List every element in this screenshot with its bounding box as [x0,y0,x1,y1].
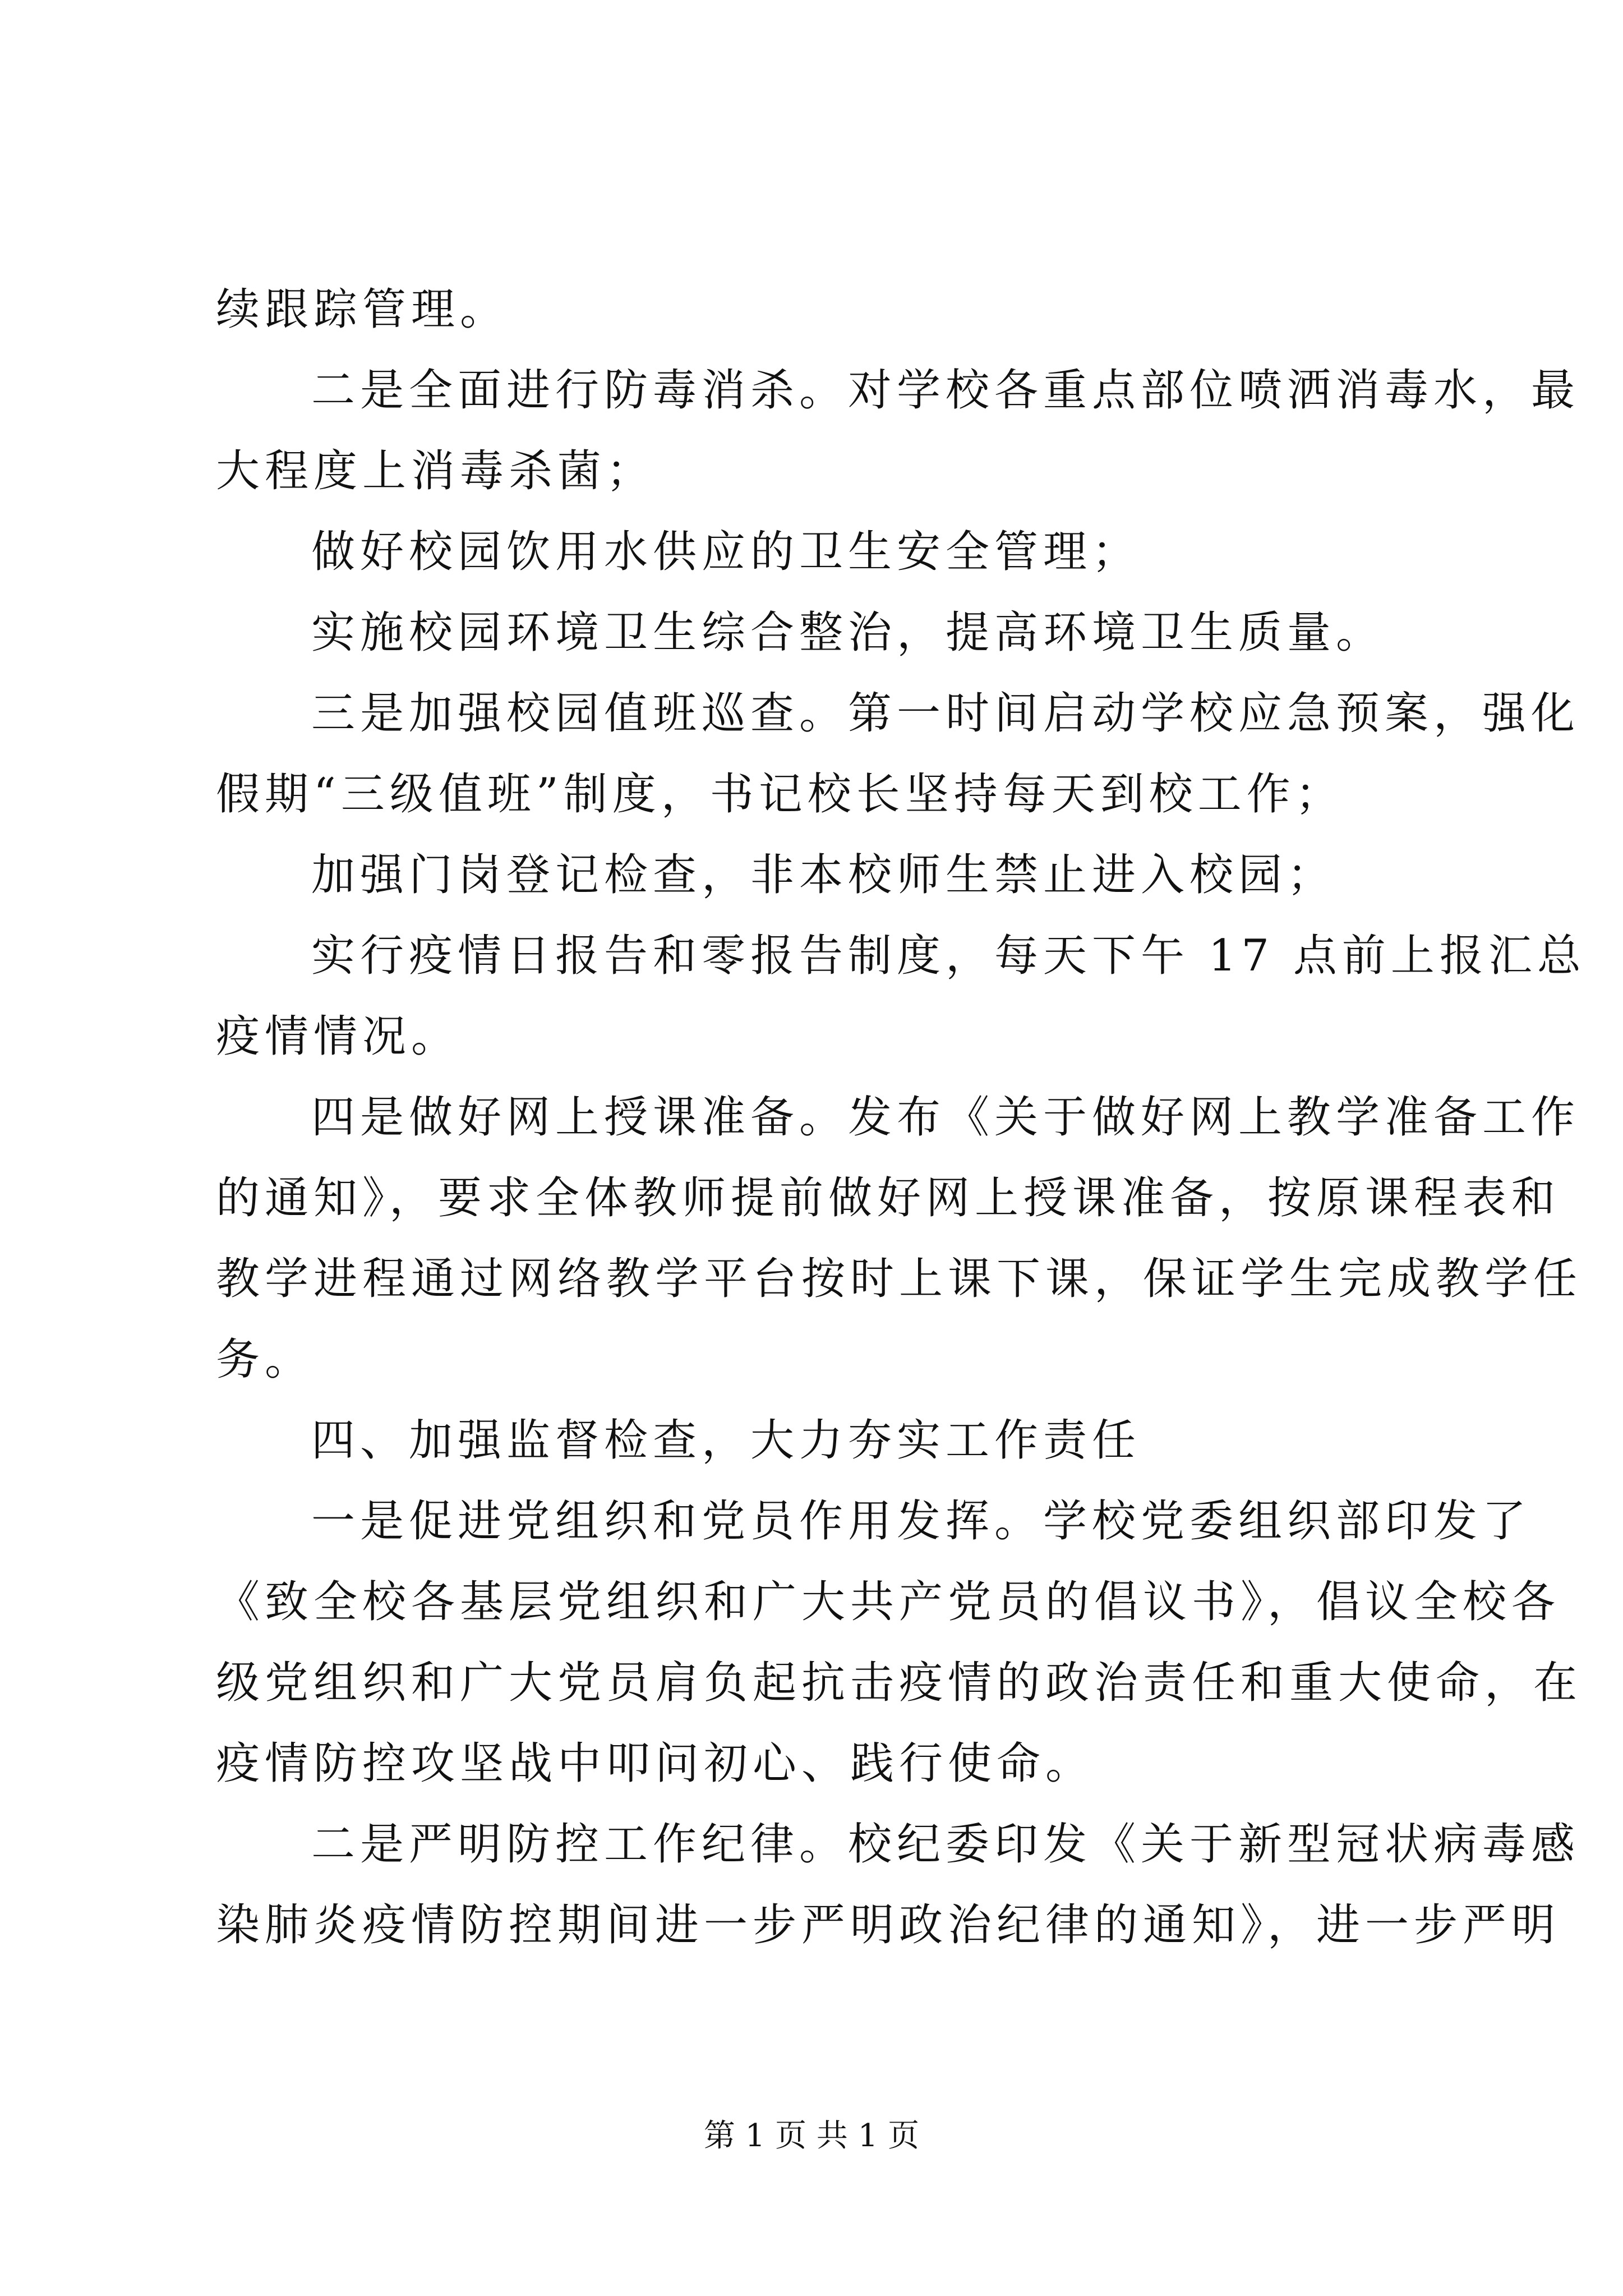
text-line: 续跟踪管理。 [216,284,509,335]
text-line: 染肺炎疫情防控期间进一步严明政治纪律的通知》，进一步严明 [216,1900,1561,1950]
text-line: 二是全面进行防毒消杀。对学校各重点部位喷洒消毒水，最 [311,365,1580,416]
text-line: 实行疫情日报告和零报告制度，每天下午 17 点前上报汇总 [311,931,1586,981]
text-line: 三是加强校园值班巡查。第一时间启动学校应急预案，强化 [311,688,1580,739]
text-line: 教学进程通过网络教学平台按时上课下课，保证学生完成教学任 [216,1254,1583,1304]
text-line: 加强门岗登记检查，非本校师生禁止进入校园； [311,850,1336,900]
text-line: 务。 [216,1335,314,1385]
page-footer: 第 1 页 共 1 页 [703,2118,920,2154]
text-line: 疫情防控攻坚战中叩问初心、践行使命。 [216,1738,1095,1789]
text-line: 的通知》，要求全体教师提前做好网上授课准备，按原课程表和 [216,1173,1561,1223]
section-heading: 四、加强监督检查，大力夯实工作责任 [311,1415,1141,1466]
text-line: 一是促进党组织和党员作用发挥。学校党委组织部印发了 [311,1496,1532,1547]
text-line: 大程度上消毒杀菌； [216,446,656,496]
text-line: 实施校园环境卫生综合整治，提高环境卫生质量。 [311,608,1385,658]
text-line: 疫情情况。 [216,1011,460,1062]
text-line: 假期“三级值班”制度，书记校长坚持每天到校工作； [216,769,1344,820]
document-body [216,269,1586,1966]
text-line: 二是严明防控工作纪律。校纪委印发《关于新型冠状病毒感 [311,1819,1580,1870]
text-line: 《致全校各基层党组织和广大共产党员的倡议书》，倡议全校各 [216,1577,1561,1627]
text-line: 做好校园饮用水供应的卫生安全管理； [311,527,1141,577]
text-line: 四是做好网上授课准备。发布《关于做好网上教学准备工作 [311,1092,1580,1143]
text-line: 级党组织和广大党员肩负起抗击疫情的政治责任和重大使命，在 [216,1658,1583,1708]
